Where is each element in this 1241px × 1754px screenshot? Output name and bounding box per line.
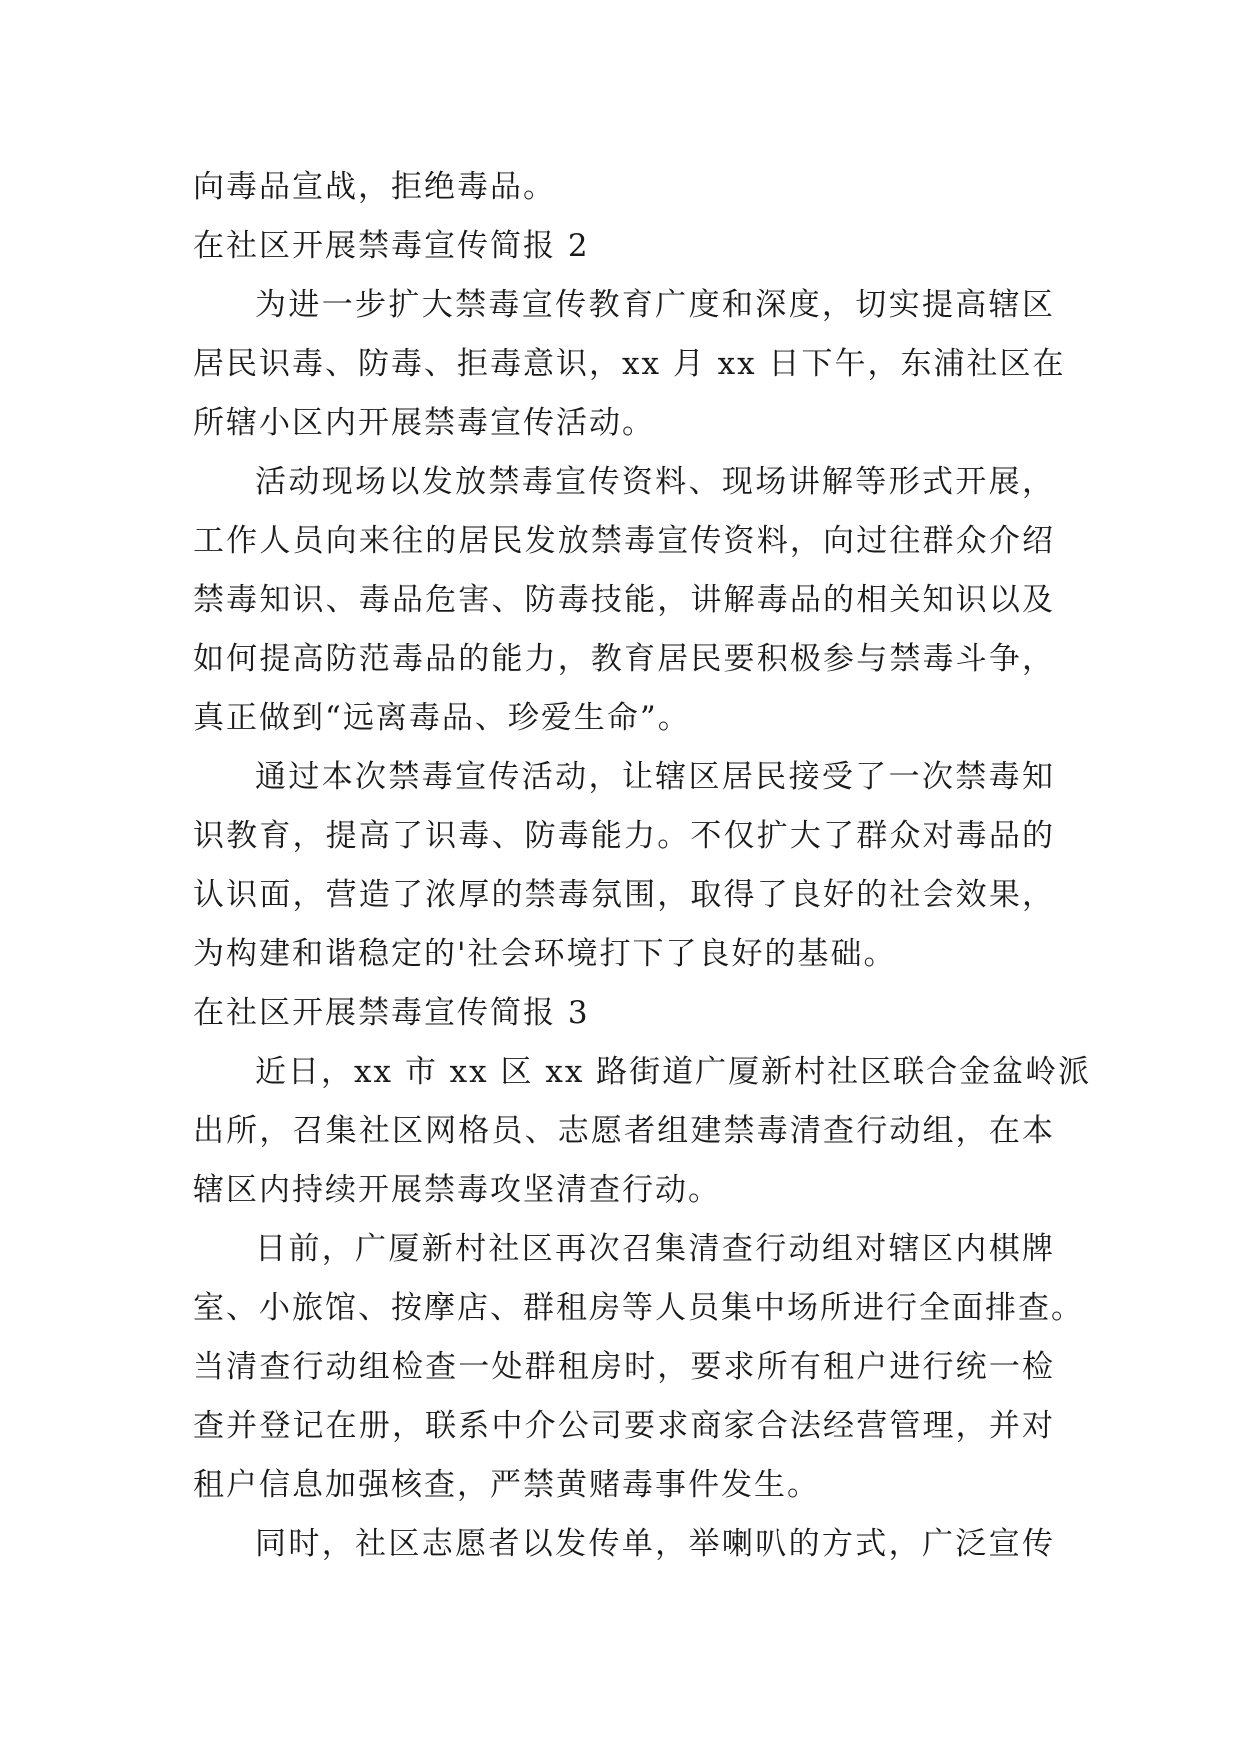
text-line: 居民识毒、防毒、拒毒意识，xx 月 xx 日下午，东浦社区在 [193, 346, 1066, 382]
text-line: 近日，xx 市 xx 区 xx 路街道广厦新村社区联合金盆岭派 [255, 1054, 1092, 1090]
text-line: 向毒品宣战，拒绝毒品。 [193, 169, 556, 205]
paragraph [193, 1515, 1055, 1574]
paragraph [193, 276, 1066, 453]
text-line: 出所，召集社区网格员、志愿者组建禁毒清查行动组，在本 [193, 1113, 1055, 1149]
text-line: 所辖小区内开展禁毒宣传活动。 [193, 405, 655, 441]
section-heading: 在社区开展禁毒宣传简报 2 [193, 228, 590, 264]
text-line: 同时，社区志愿者以发传单，举喇叭的方式，广泛宣传 [255, 1526, 1055, 1562]
text-line: 如何提高防范毒品的能力，教育居民要积极参与禁毒斗争， [193, 641, 1055, 677]
text-line: 室、小旅馆、按摩店、群租房等人员集中场所进行全面排查。 [193, 1290, 1084, 1326]
paragraph [193, 158, 1055, 217]
text-line: 当清查行动组检查一处群租房时，要求所有租户进行统一检 [193, 1349, 1055, 1385]
text-line: 工作人员向来往的居民发放禁毒宣传资料，向过往群众介绍 [193, 523, 1055, 559]
text-line: 真正做到“远离毒品、珍爱生命”。 [193, 700, 691, 736]
text-line: 为构建和谐稳定的'社会环境打下了良好的基础。 [193, 936, 897, 972]
text-line: 租户信息加强核查，严禁黄赌毒事件发生。 [193, 1467, 820, 1503]
text-line: 识教育，提高了识毒、防毒能力。不仅扩大了群众对毒品的 [193, 818, 1055, 854]
paragraph [193, 1043, 1092, 1220]
text-line: 禁毒知识、毒品危害、防毒技能，讲解毒品的相关知识以及 [193, 582, 1055, 618]
text-line: 活动现场以发放禁毒宣传资料、现场讲解等形式开展， [255, 464, 1055, 500]
paragraph [193, 1220, 1084, 1515]
text-line: 通过本次禁毒宣传活动，让辖区居民接受了一次禁毒知 [255, 759, 1055, 795]
paragraph [193, 748, 1055, 984]
document-body [193, 158, 1092, 1574]
text-line: 日前，广厦新村社区再次召集清查行动组对辖区内棋牌 [255, 1231, 1055, 1267]
text-line: 为进一步扩大禁毒宣传教育广度和深度，切实提高辖区 [255, 287, 1055, 323]
section-heading: 在社区开展禁毒宣传简报 3 [193, 995, 590, 1031]
text-line: 查并登记在册，联系中介公司要求商家合法经营管理，并对 [193, 1408, 1055, 1444]
text-line: 辖区内持续开展禁毒攻坚清查行动。 [193, 1172, 721, 1208]
paragraph [193, 453, 1055, 748]
text-line: 认识面，营造了浓厚的禁毒氛围，取得了良好的社会效果， [193, 877, 1055, 913]
